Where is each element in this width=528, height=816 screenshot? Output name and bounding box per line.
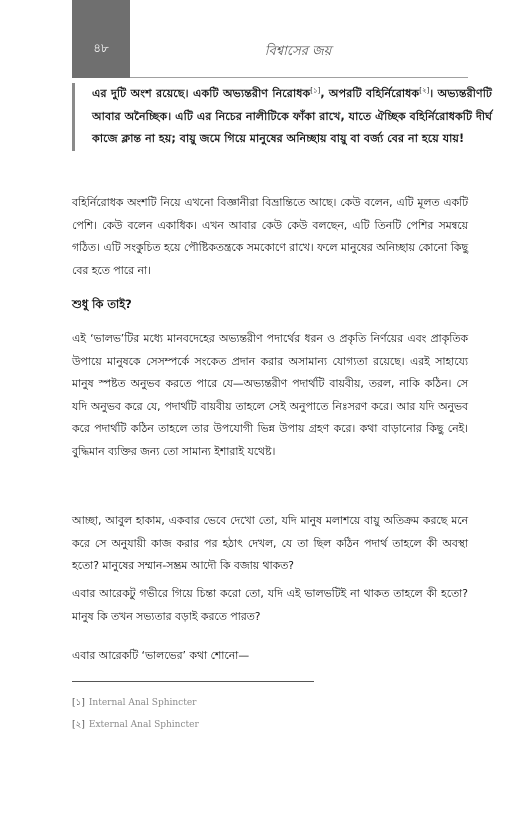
section-heading: শুধু কি তাই? bbox=[72, 297, 132, 311]
header-divider bbox=[130, 77, 468, 78]
quote-text: , অপরটি বহির্নিরোধক bbox=[320, 87, 420, 100]
paragraph-4: এবার আরেকটু গভীরে গিয়ে চিন্তা করো তো, যদি এই ভালভটিই না থাকত তাহলে কী হতো? মানুষ কি তখন সভ্যতার বড়াই করতে পারত? bbox=[72, 587, 468, 623]
footnote-marker: [১] bbox=[72, 698, 85, 708]
page-number-tab bbox=[72, 0, 130, 78]
paragraph-2: এই ‘ভালভ’টির মধ্যে মানবদেহের অভ্যন্তরীণ পদার্থের ধরন ও প্রকৃতি নির্ণয়ের এবং প্রাকৃতিক উপায়ে মানুষকে সেসম্পর্কে সংকেত প্রদান করার অসামান্য যোগ্যতা রয়েছে। এরই সাহায্যে মানুষ স্পষ্টত অনুভব করতে পারে যে—অভ্যন্তরীণ পদার্থটি বায়বীয়, তরল, নাকি কঠিন। সে যদি অনুভব করে যে, পদার্থটি বায়বীয় তাহলে সেই অনুপাতে নিঃসরণ করে। আর যদি অনুভব করে পদার্থটি কঠিন তাহলে তার উপযোগী ভিন্ন উপায় গ্রহণ করে। কথা বাড়ানোর কিছু নেই। বুদ্ধিমান ব্যক্তির জন্য তো সামান্য ইশারাই যথেষ্ট। bbox=[72, 332, 468, 458]
footnote-1 bbox=[72, 695, 196, 710]
footnote-text: External Anal Sphincter bbox=[88, 720, 199, 730]
footnote-2 bbox=[72, 717, 199, 732]
quote-block bbox=[72, 83, 492, 151]
page-number: ৪৮ bbox=[93, 41, 109, 55]
footnote-ref-1[interactable]: [১] bbox=[310, 86, 321, 95]
footnote-marker: [২] bbox=[72, 720, 85, 730]
footnote-ref-2[interactable]: [২] bbox=[419, 86, 430, 95]
footnote-divider bbox=[72, 681, 314, 682]
running-title: বিশ্বাসের জয় bbox=[264, 44, 332, 59]
quote-text: । অভ্যন্তরীণটি আবার অনৈচ্ছিক। এটি এর নিচের নালীটিকে ফাঁকা রাখে, যাতে ঐচ্ছিক বহির্নিরোধকটি দীর্ঘ কাজে ক্লান্ত না হয়; বায়ু জমে গিয়ে মানুষের অনিচ্ছায় বায়ু বা বর্জ্য বের না হয়ে যায়! bbox=[92, 87, 492, 145]
paragraph-5: এবার আরেকটি ‘ভালভের’ কথা শোনো— bbox=[72, 649, 250, 662]
paragraph-3: আচ্ছা, আবুল হাকাম, একবার ভেবে দেখো তো, যদি মানুষ মলাশয়ে বায়ু অতিক্রম করছে মনে করে সে অনুযায়ী কাজ করার পর হঠাৎ দেখল, যে তা ছিল কঠিন পদার্থ তাহলে কী অবস্থা হতো? মানুষের সম্মান-সম্ভ্রম আদৌ কি বজায় থাকত? bbox=[72, 514, 468, 572]
footnote-text: Internal Anal Sphincter bbox=[88, 698, 197, 708]
quote-text: এর দুটি অংশ রয়েছে। একটি অভ্যন্তরীণ নিরোধক bbox=[92, 87, 311, 100]
paragraph-1: বহির্নিরোধক অংশটি নিয়ে এখনো বিজ্ঞানীরা বিভ্রান্তিতে আছে। কেউ বলেন, এটি মূলত একটি পেশি। কেউ বলেন একাধিক। এখন আবার কেউ কেউ বলছেন, এটি তিনটি পেশির সমন্বয়ে গঠিত। এটি সংকুচিত হয়ে পৌষ্টিকতন্ত্রকে সমকোণে রাখে। ফলে মানুষের অনিচ্ছায় কোনো কিছু বের হতে পারে না। bbox=[72, 196, 468, 277]
